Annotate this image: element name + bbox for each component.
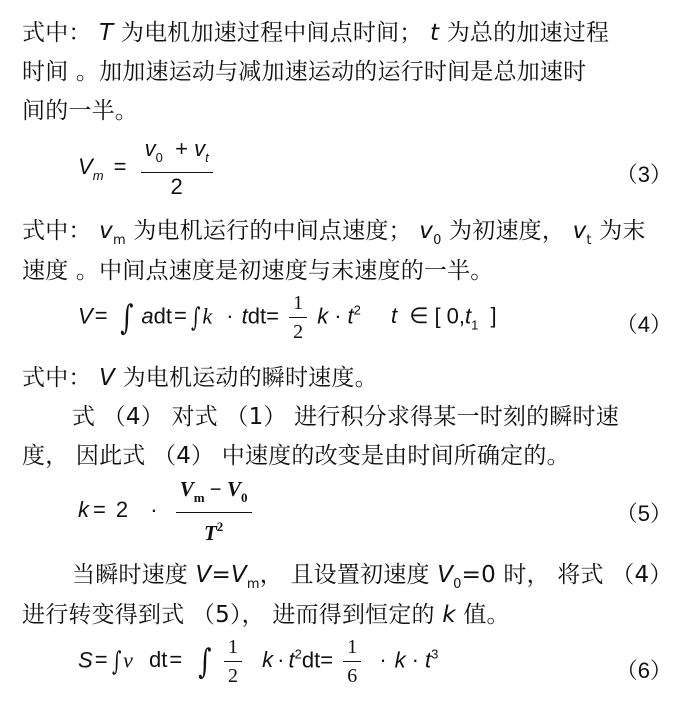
eq5-fraction — [176, 477, 252, 545]
eq-var: V — [78, 153, 93, 179]
eq-sub: 0 — [241, 490, 248, 505]
eq-plus: + — [175, 136, 188, 161]
eq-var: t — [347, 303, 354, 329]
sub: m — [112, 233, 126, 248]
para4-line1: 式 （4） 对式 （1） 进行积分求得某一时刻的瞬时速 — [72, 404, 619, 430]
eq-sub: 1 — [471, 317, 479, 333]
para1-line2: 时间 。加加速运动与减加速运动的运行时间是总加速时 — [22, 59, 587, 85]
eq-var: v — [123, 647, 133, 673]
text: =0 时， 将式 （4） — [461, 562, 673, 588]
eq-dt: dt — [148, 647, 168, 673]
para1-line1 — [22, 18, 609, 48]
text: 式中： — [22, 20, 100, 46]
text: 式中： — [22, 365, 100, 391]
eq-sub: m — [92, 167, 104, 183]
eq5-numerator — [176, 477, 252, 512]
para5-line2 — [22, 600, 510, 630]
para3-line1 — [22, 363, 378, 393]
equation-3 — [78, 137, 217, 199]
eq3-denominator: 2 — [141, 172, 213, 199]
sub: t — [586, 233, 592, 248]
text: ， 且设置初速度 — [259, 562, 438, 588]
equation-number-4: （4） — [615, 312, 672, 337]
eq-minus: − — [209, 477, 222, 501]
eq-var: k — [317, 303, 329, 329]
eq-equals: = — [174, 303, 187, 329]
eq-var: t — [465, 303, 472, 329]
eq-var: t — [424, 647, 432, 673]
eq-sup: 3 — [431, 646, 439, 662]
eq-var: V — [179, 477, 194, 501]
eq-dot: · — [379, 647, 387, 673]
eq-dt: dt — [301, 647, 321, 673]
eq3-fraction — [141, 137, 213, 199]
para2-line1 — [22, 216, 646, 256]
var-V: V — [437, 562, 454, 588]
eq-number: 2 — [115, 496, 129, 522]
equation-number-5: （5） — [615, 501, 672, 526]
eq-interval: [ 0, — [434, 303, 466, 329]
eq-equals: = — [94, 647, 108, 673]
var-v: v — [419, 218, 434, 244]
eq-sup: 2 — [294, 646, 302, 662]
integral-sign: ∫ — [198, 642, 212, 683]
var-T: T — [99, 20, 114, 46]
eq-var: T — [203, 521, 217, 545]
equation-number-3: （3） — [615, 162, 672, 187]
eq-sup: 2 — [353, 302, 361, 318]
eq-var: k — [78, 496, 89, 522]
text: 值。 — [455, 602, 510, 628]
eq-var: v — [144, 136, 156, 161]
var-V: V — [230, 562, 247, 588]
eq-var: v — [194, 136, 206, 161]
sub: 0 — [453, 577, 462, 592]
text: 当瞬时速度 — [72, 562, 196, 588]
sub: 0 — [433, 233, 442, 248]
eq-numerator: 1 — [228, 636, 239, 658]
sub: m — [246, 577, 260, 592]
eq-var: V — [78, 303, 93, 329]
eq-var: t — [288, 647, 295, 673]
para1-line3: 间的一半。 — [22, 98, 138, 124]
eq-dot: · — [277, 647, 285, 673]
text: 进行转变得到式 （5）， 进而得到恒定的 — [22, 602, 443, 628]
text: = — [211, 562, 231, 588]
eq-equals: = — [320, 647, 334, 673]
eq6-half-fraction — [224, 635, 242, 688]
text: 为电机运行的中间点速度； — [125, 218, 420, 244]
eq-bracket: ] — [490, 303, 497, 329]
eq-sub: m — [193, 490, 205, 505]
eq-dt: dt — [247, 303, 267, 329]
eq-var: k — [202, 303, 213, 329]
integral-sign: ∫ — [119, 298, 134, 339]
integral-sign: ∫ — [111, 647, 122, 678]
para4-line2: 度， 因此式 （4） 中速度的改变是由时间所确定的。 — [22, 443, 570, 469]
para2-line2: 速度 。中间点速度是初速度与末速度的一半。 — [22, 258, 494, 284]
equation-number-6: （6） — [615, 658, 672, 683]
eq-equals: = — [266, 303, 279, 329]
para5-line1 — [72, 560, 672, 600]
text: 为末 — [591, 218, 646, 244]
var-V: V — [195, 562, 212, 588]
eq6-sixth-fraction — [343, 635, 361, 688]
text: 为电机运动的瞬时速度。 — [115, 365, 378, 391]
text: 为初速度， — [441, 218, 573, 244]
var-v: v — [572, 218, 587, 244]
eq-dt: dt — [153, 303, 172, 329]
eq-sup: 2 — [216, 519, 224, 534]
eq-var: S — [78, 647, 93, 673]
eq-sub: t — [205, 150, 209, 165]
eq-var: V — [227, 477, 242, 501]
eq-equals: = — [94, 303, 108, 329]
text: 式中： — [22, 218, 100, 244]
equation-6 — [78, 635, 438, 688]
eq-var: k — [262, 647, 274, 673]
var-v: v — [99, 218, 113, 244]
eq-denominator: 6 — [343, 661, 361, 688]
eq-equals: = — [93, 496, 106, 522]
var-t: t — [430, 20, 440, 46]
eq-dot: · — [150, 496, 158, 522]
eq-equals: = — [169, 647, 183, 673]
text: 为电机加速过程中间点时间； — [113, 20, 430, 46]
eq5-denominator — [176, 512, 252, 545]
eq-dot: · — [334, 303, 342, 329]
var-k: k — [442, 602, 456, 628]
eq4-half-fraction — [289, 291, 307, 344]
eq-dot: · — [226, 303, 234, 329]
eq-numerator: 1 — [347, 636, 358, 658]
eq-var: t — [391, 303, 398, 329]
element-of-symbol: ∈ — [409, 303, 429, 329]
equation-5 — [78, 477, 256, 545]
equation-4 — [78, 291, 497, 344]
eq-var: k — [394, 647, 406, 673]
eq-dot: · — [411, 647, 419, 673]
eq-denominator: 2 — [224, 661, 242, 688]
eq3-numerator — [141, 137, 213, 172]
eq-sub: 0 — [155, 150, 163, 165]
var-V: V — [99, 365, 116, 391]
integral-sign: ∫ — [190, 303, 201, 334]
text: 为总的加速过程 — [439, 20, 610, 46]
eq-numerator: 1 — [293, 292, 304, 314]
eq-var: t — [241, 303, 248, 329]
eq-equals: = — [113, 153, 127, 179]
eq-denominator: 2 — [289, 317, 307, 344]
eq-var: a — [141, 303, 154, 329]
